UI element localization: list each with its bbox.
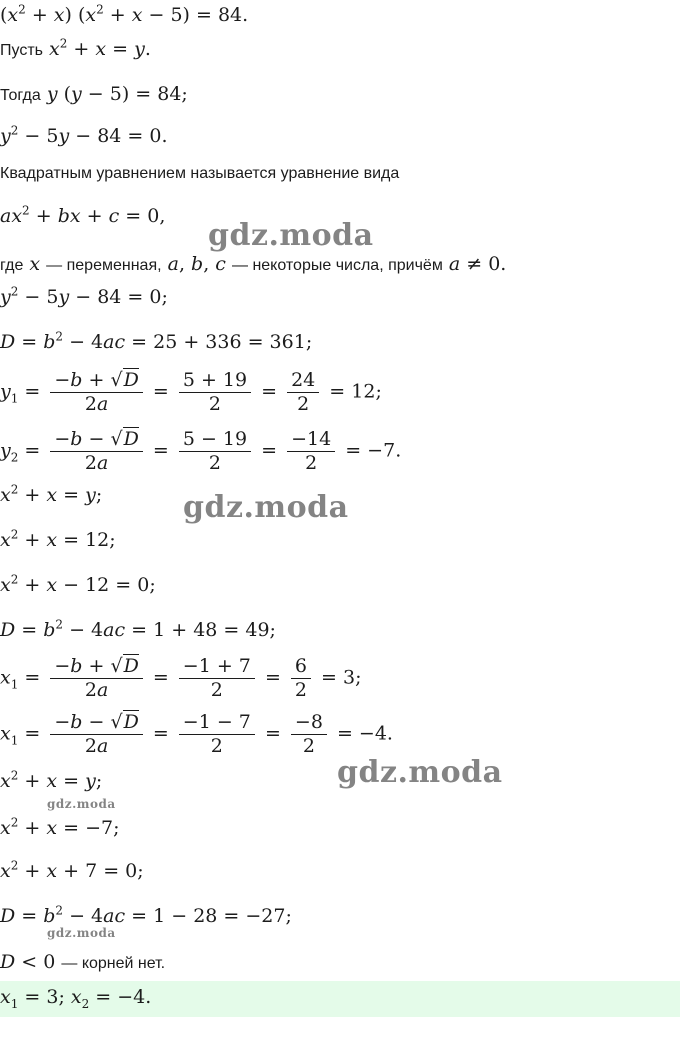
watermark-5: gdz.moda bbox=[47, 926, 116, 940]
eq-x-12-zero: $x^2 + x - 12 = 0$; bbox=[0, 572, 156, 596]
back-sub-1: $x^2 + x = y$; bbox=[0, 482, 103, 506]
no-roots-line: D < 0 — корней нет. bbox=[0, 951, 166, 973]
root-x1: $x_1$ = $\frac{-b + √D}{2a}$ = $\frac{-1 + 7}{2}$ = $\frac{6}{2}$ = 3; bbox=[0, 655, 362, 701]
discriminant-2: $D = b^2 - 4ac = 1 + 48 = 49$; bbox=[0, 617, 276, 641]
back-sub-2: $x^2 + x = y$; bbox=[0, 768, 103, 792]
quadratic-y-2: $y^2 - 5y - 84 = 0$; bbox=[0, 284, 168, 308]
definition-where: где x — переменная, a, b, c — некоторые числа, причём a ≠ 0. bbox=[0, 253, 507, 275]
then-line: Тогда y (y − 5) = 84; bbox=[0, 83, 188, 105]
root-y2: $y_2$ = $\frac{-b - √D}{2a}$ = $\frac{5 - 19}{2}$ = $\frac{-14}{2}$ = −7. bbox=[0, 428, 402, 474]
intro-label: Пусть bbox=[0, 42, 43, 59]
watermark-1: gdz.moda bbox=[208, 218, 374, 253]
eq-x-minus7: $x^2 + x = -7$; bbox=[0, 815, 120, 839]
discriminant-3: $D = b^2 - 4ac = 1 - 28 = -27$; bbox=[0, 903, 292, 927]
substitution-line: Пусть $x^2 + x = y$. bbox=[0, 36, 151, 60]
no-roots-text: — корней нет. bbox=[61, 955, 166, 972]
discriminant-1: $D = b^2 - 4ac = 25 + 336 = 361$; bbox=[0, 329, 313, 353]
variable-word: — переменная, bbox=[46, 257, 162, 274]
root-x2: $x_1$ = $\frac{-b - √D}{2a}$ = $\frac{-1 - 7}{2}$ = $\frac{-8}{2}$ = −4. bbox=[0, 711, 393, 757]
watermark-2: gdz.moda bbox=[183, 490, 349, 525]
watermark-3: gdz.moda bbox=[337, 755, 503, 790]
numbers-word: — некоторые числа, причём bbox=[232, 257, 443, 274]
quadratic-y: $y^2 - 5y - 84 = 0$. bbox=[0, 123, 168, 147]
watermark-4: gdz.moda bbox=[47, 797, 116, 811]
root-y1: $y_1$ = $\frac{-b + √D}{2a}$ = $\frac{5 + 19}{2}$ = $\frac{24}{2}$ = 12; bbox=[0, 369, 382, 415]
eq-x-plus7-zero: $x^2 + x + 7 = 0$; bbox=[0, 858, 144, 882]
eq-x-12: $x^2 + x = 12$; bbox=[0, 527, 116, 551]
equation-original: $(x^2 + x) (x^2 + x - 5) = 84$. bbox=[0, 2, 249, 26]
general-form: $ax^2$ + bx + c = 0, bbox=[0, 203, 166, 227]
definition-text: Квадратным уравнением называется уравнение вида bbox=[0, 165, 400, 182]
where-label: где bbox=[0, 257, 24, 274]
then-label: Тогда bbox=[0, 87, 41, 104]
answer-line: $x_1 = 3$; $x_2 = -4$. bbox=[0, 986, 152, 1011]
